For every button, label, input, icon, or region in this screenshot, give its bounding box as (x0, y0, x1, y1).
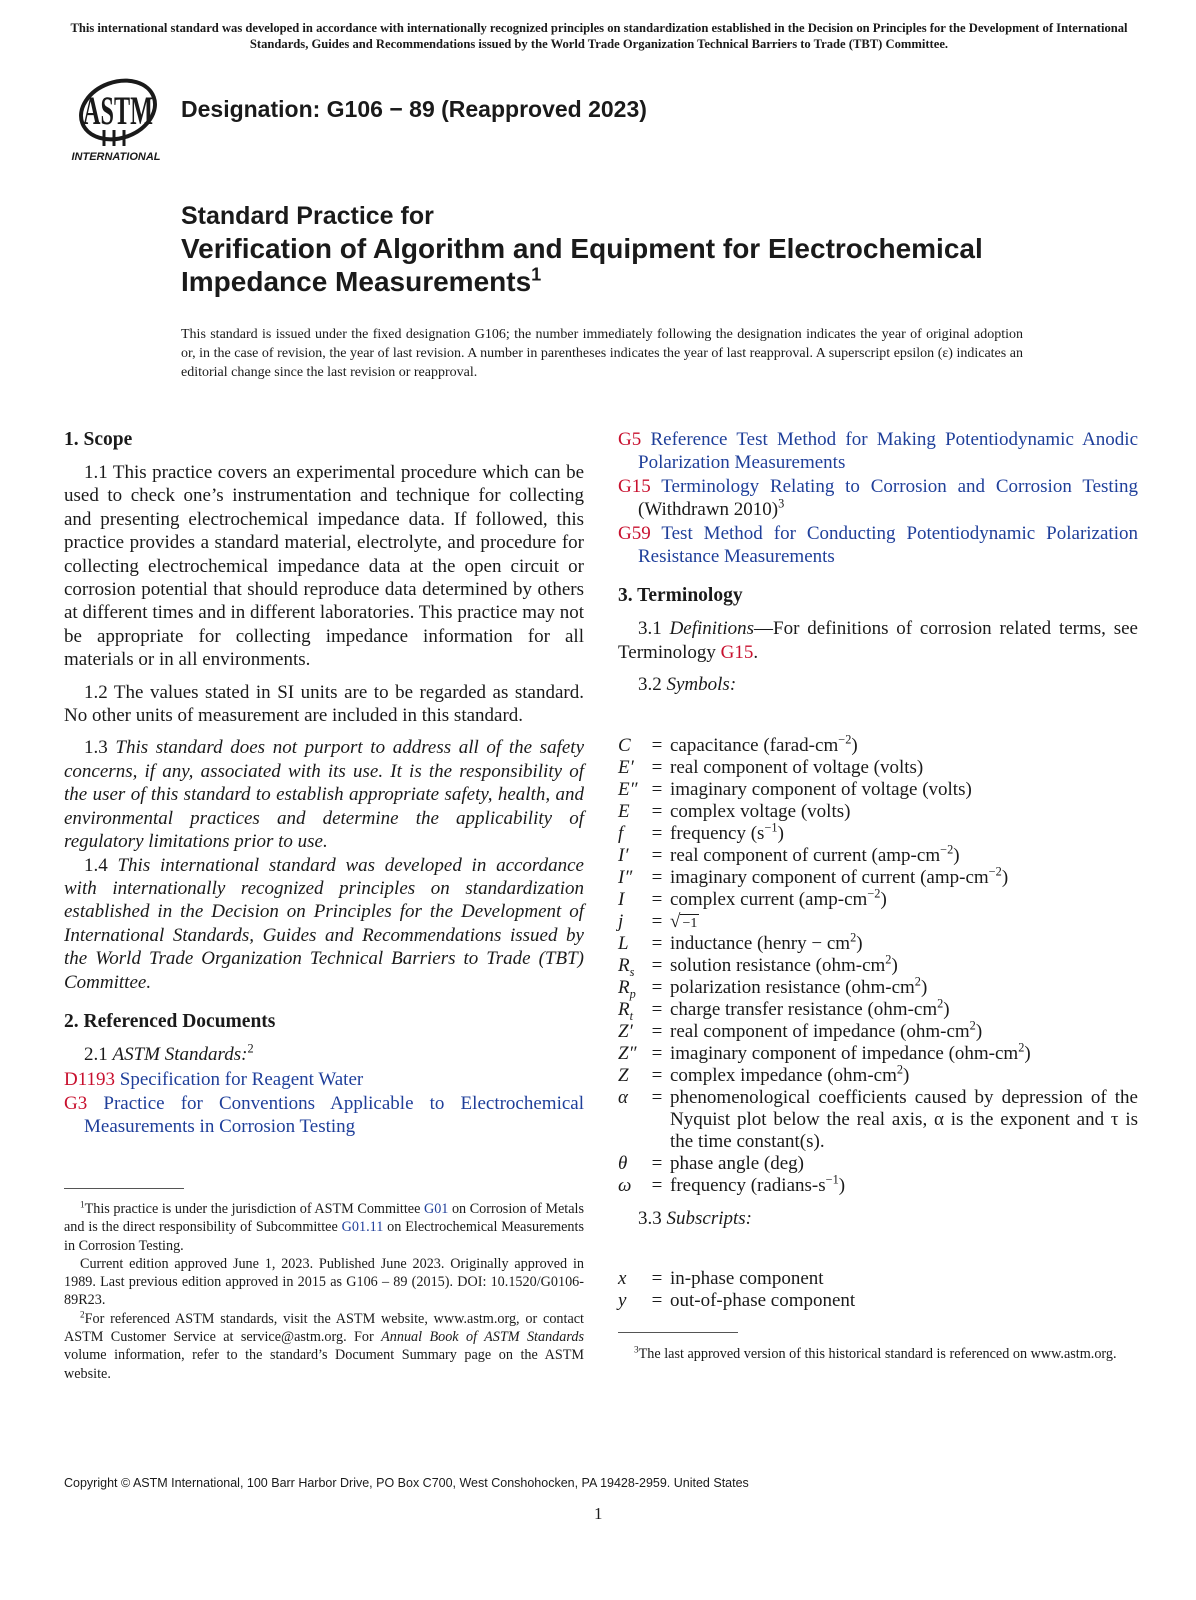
equals-sign: = (651, 1086, 663, 1108)
symbol-symbol: I′ (618, 844, 629, 866)
equals-sign: = (651, 1020, 663, 1042)
equals-sign: = (651, 976, 663, 998)
symbol-symbol: $R_t$ (618, 998, 634, 1023)
symbol-symbol: θ (618, 1152, 628, 1174)
symbol-definition: real component of voltage (volts) (670, 756, 924, 778)
copyright: Copyright © ASTM International, 100 Barr Harbor Drive, PO Box C700, West Conshohocken, PA 19428-2959. United States (64, 1476, 749, 1490)
subscript-row (618, 1290, 1138, 1312)
issue-note: This standard is issued under the fixed designation G106; the number immediately following the designation indicates the year of original adoption or, in the case of revision, the year of last revision. A number in parentheses indicates the year of last reapproval. A superscript epsilon (ε) indicates an editorial change since the last revision or reapproval. (181, 327, 1023, 380)
para-1-1: 1.1 This practice covers an experimental procedure which can be used to check one’s instrumentation and technique for collecting and presenting electrochemical impedance data. If followed, this practice provides a standard material, electrolyte, and procedure for collecting electrochemical impedance data at the open circuit or corrosion potential that should reproduce data determined by others at different times and in different laboratories. This practice may not be appropriate for collecting impedance information for all materials or in all environments. (64, 462, 584, 671)
equals-sign: = (651, 866, 663, 888)
designation: Designation: G106 − 89 (Reapproved 2023) (181, 96, 647, 122)
symbol-row (618, 911, 1138, 933)
symbol-definition: √ −1 (670, 910, 698, 932)
astm-standards-subhead: 2.1 ASTM Standards:$^2$ (84, 1041, 254, 1065)
link-g15[interactable]: G15 (720, 641, 754, 663)
symbol-definition: frequency $(radians-s^{-1})$ (670, 1172, 846, 1196)
subscript-row (618, 1268, 1138, 1290)
title-footnote-mark: 1 (531, 264, 542, 285)
symbol-definition: inductance (henry − $cm^2$) (670, 930, 863, 954)
equals-sign: = (651, 888, 663, 910)
ref-g5[interactable]: G5 Reference Test Method for Making Potentiodynamic Anodic Polarization Measurements (618, 429, 1139, 474)
symbol-row (618, 1153, 1138, 1175)
svg-text:INTERNATIONAL: INTERNATIONAL (71, 151, 161, 163)
footnote-rule-right (618, 1332, 738, 1333)
equals-sign: = (651, 844, 663, 866)
symbol-row (618, 1087, 1138, 1153)
scope-heading: 1. Scope (64, 429, 133, 450)
symbol-definition: real component of impedance $(ohm-cm^2)$ (670, 1018, 983, 1042)
footnote-rule-left (64, 1188, 184, 1189)
symbol-symbol: L (618, 932, 629, 954)
sqrt-icon: √ (670, 910, 681, 932)
symbol-row (618, 842, 1138, 867)
symbol-definition: solution resistance $(ohm-cm^2)$ (670, 952, 898, 976)
para-1-2: 1.2 The values stated in SI units are to be regarded as standard. No other units of measurement are included in this standard. (64, 681, 584, 727)
title-line-2: Verification of Algorithm and Equipment for Electrochemical Impedance Measurements$^1$ (181, 233, 983, 297)
equals-sign: = (651, 1064, 663, 1086)
symbol-row (618, 779, 1138, 801)
page-number: 1 (594, 1504, 603, 1523)
terminology-heading: 3. Terminology (618, 585, 743, 607)
equals-sign: = (651, 778, 663, 800)
equals-sign: = (651, 756, 663, 778)
symbol-row (618, 732, 1138, 757)
symbol-row (618, 930, 1138, 955)
footnote-3: $^3$The last approved version of this historical standard is referenced on www.astm.org. (634, 1344, 1117, 1362)
footnote-1-edition: Current edition approved June 1, 2023. Published June 2023. Originally approved in 1989. Last previous edition approved in 2015 as G106 – 89 (2015). DOI: 10.1520/G0106-89R23. (64, 1255, 584, 1309)
symbol-row (618, 1062, 1138, 1087)
symbol-symbol: C (618, 734, 631, 756)
equals-sign: = (651, 998, 663, 1020)
document-title (181, 200, 1081, 298)
subscript-symbol: y (618, 1290, 627, 1312)
equals-sign: = (651, 932, 663, 954)
symbol-definition: complex voltage (volts) (670, 800, 851, 822)
symbol-symbol: j (618, 910, 624, 932)
subscript-symbol: x (618, 1268, 627, 1290)
symbol-symbol: E′ (618, 756, 634, 778)
symbol-symbol: ω (618, 1174, 632, 1196)
equals-sign: = (651, 1174, 663, 1196)
symbol-row (618, 886, 1138, 911)
link-g01[interactable]: G01 (423, 1201, 449, 1217)
symbol-definition: imaginary component of impedance $(ohm-cm^2)$ (670, 1040, 1031, 1064)
equals-sign: = (651, 822, 663, 844)
equals-sign: = (651, 1152, 663, 1174)
equals-sign: = (651, 910, 663, 932)
right-column (618, 428, 1138, 1312)
footnote-1: $^1$This practice is under the jurisdiction of ASTM Committee G01 on Corrosion of Metals and is the direct responsibility of Subcommittee G01.11 on Electrochemical Measurements in Corrosion Testing. (64, 1199, 585, 1254)
astm-logo (66, 72, 170, 164)
footnotes-left (64, 1200, 584, 1383)
symbol-definition: imaginary component of voltage (volts) (670, 778, 972, 800)
equals-sign: = (651, 1042, 663, 1064)
ref-d1193[interactable]: D1193 Specification for Reagent Water (64, 1069, 364, 1091)
ref-g15[interactable]: G15 Terminology Relating to Corrosion and Corrosion Testing (Withdrawn 2010)$^3$ (618, 475, 1138, 521)
symbol-definition: polarization resistance $(ohm-cm^2)$ (670, 974, 928, 998)
symbol-symbol: f (618, 822, 624, 844)
symbol-symbol: $R_s$ (618, 954, 635, 979)
ref-g3[interactable]: G3 Practice for Conventions Applicable to Electrochemical Measurements in Corrosion Testing (64, 1092, 584, 1138)
symbol-symbol: Z″ (618, 1042, 637, 1064)
para-1-3: 1.3 This standard does not purport to address all of the safety concerns, if any, associated with its use. It is the responsibility of the user of this standard to establish appropriate safety, health, and environmental practices and determine the applicability of regulatory limitations prior to use. (64, 737, 584, 853)
symbol-definition: phenomenological coefficients caused by depression of the Nyquist plot below the real axis, α is the exponent and τ is the time constant(s). (670, 1086, 1138, 1152)
symbols-list (618, 732, 1138, 1197)
symbols-subhead: 3.2 Symbols: (638, 674, 737, 696)
symbol-definition: charge transfer resistance $(ohm-cm^2)$ (670, 996, 950, 1020)
equals-sign: = (651, 734, 663, 756)
symbol-row (618, 1172, 1138, 1197)
title-line-1: Standard Practice for (181, 202, 434, 230)
link-g01-11[interactable]: G01.11 (341, 1219, 384, 1236)
ref-g59[interactable]: G59 Test Method for Conducting Potentiodynamic Polarization Resistance Measurements (618, 522, 1138, 568)
symbol-symbol: I″ (618, 866, 633, 888)
top-notice: This international standard was developed in accordance with internationally recognized principles on standardization established in the Decision on Principles for the Development of International Standards, Guides and Recommendations issued by the World Trade Organization Technical Barriers to Trade (TBT) Committee. (70, 21, 1128, 51)
symbol-row (618, 952, 1138, 979)
symbol-row (618, 820, 1138, 845)
symbol-row (618, 1018, 1138, 1043)
symbol-row (618, 801, 1138, 823)
symbol-definition: capacitance $(farad-cm^{-2})$ (670, 732, 858, 756)
equals-sign: = (651, 1268, 663, 1290)
symbol-symbol: E (618, 800, 630, 822)
symbol-definition: imaginary component of current $(amp-cm^{-2})$ (670, 864, 1009, 888)
symbol-definition: frequency $(s^{-1})$ (670, 820, 784, 844)
subscripts-list (618, 1268, 1138, 1312)
symbol-row (618, 974, 1138, 1001)
left-column (64, 428, 584, 1139)
equals-sign: = (651, 1290, 663, 1312)
referenced-documents-heading: 2. Referenced Documents (64, 1010, 276, 1032)
equals-sign: = (651, 800, 663, 822)
symbol-symbol: Z (618, 1064, 629, 1086)
svg-text:ASTM: ASTM (83, 88, 153, 133)
footnote-2: $^2$For referenced ASTM standards, visit the ASTM website, www.astm.org, or contact ASTM Customer Service at service@astm.org. For Annual Book of ASTM Standards volume information, refer to the standard’s Document Summary page on the ASTM website. (64, 1309, 584, 1382)
subscript-definition: out-of-phase component (670, 1290, 856, 1312)
equals-sign: = (651, 954, 663, 976)
symbol-symbol: Z′ (618, 1020, 633, 1042)
symbol-definition: real component of current $(amp-cm^{-2})$ (670, 842, 960, 866)
subscripts-subhead: 3.3 Subscripts: (638, 1207, 752, 1229)
para-1-4: 1.4 This international standard was developed in accordance with internationally recognized principles on standardization established in the Decision on Principles for the Development of International Standards, Guides and Recommendations issued by the World Trade Organization Technical Barriers to Trade (TBT) Committee. (64, 854, 584, 993)
symbol-row (618, 996, 1138, 1023)
subscript-definition: in-phase component (670, 1268, 824, 1290)
symbol-symbol: I (618, 888, 625, 910)
symbol-definition: complex impedance $(ohm-cm^2)$ (670, 1062, 910, 1086)
symbol-row (618, 757, 1138, 779)
symbol-symbol: E″ (618, 778, 638, 800)
para-3-1: 3.1 Definitions—For definitions of corrosion related terms, see Terminology G15. (618, 618, 1138, 663)
symbol-symbol: $R_p$ (618, 976, 636, 1001)
symbol-symbol: α (618, 1086, 628, 1108)
symbol-definition: complex current $(amp-cm^{-2})$ (670, 886, 887, 910)
symbol-row (618, 1040, 1138, 1065)
symbol-definition: phase angle (deg) (670, 1152, 804, 1174)
